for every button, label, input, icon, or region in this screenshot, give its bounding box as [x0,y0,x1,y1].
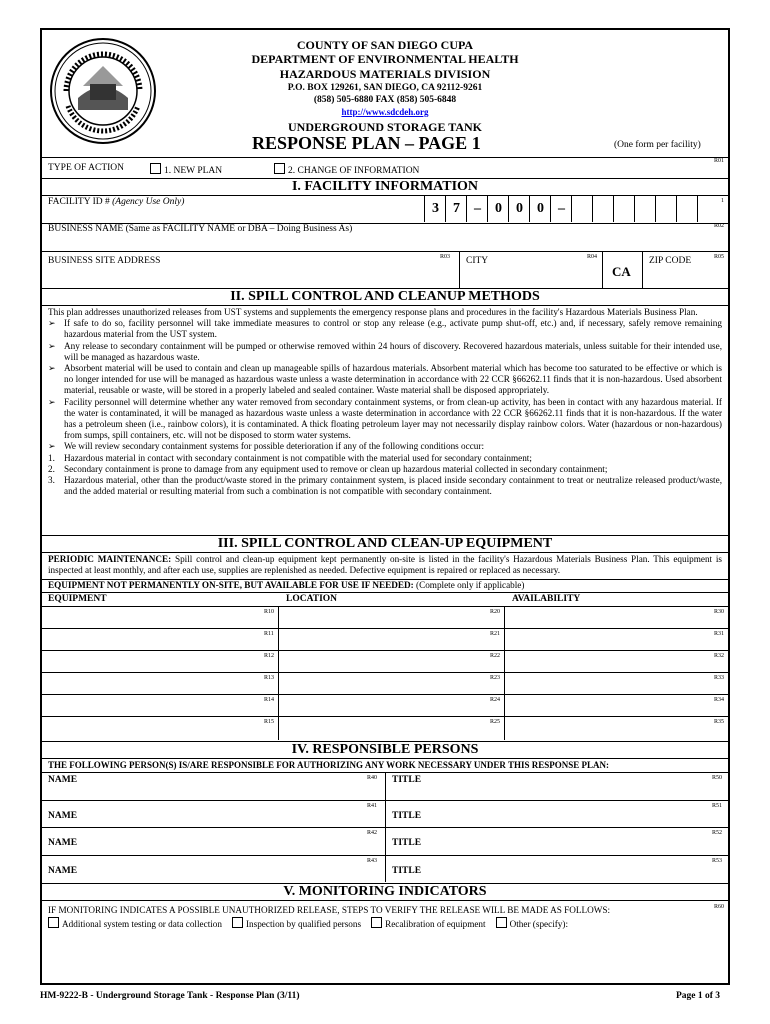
field-code: R25 [490,719,501,725]
equipment-row[interactable] [42,716,728,739]
condition-item: 3. Hazardous material, other than the product/waste stored in the primary containment system, is placed inside secondary containment to treat or neutralize released product/waste, and the added material or resulting material from such a combination is not compatible with secondary containment. [48,475,722,497]
zip-code-label: ZIP CODE [649,256,692,266]
equipment-row[interactable] [42,694,728,717]
qualified-inspection-option[interactable]: Inspection by qualified persons [232,919,361,929]
equipment-row[interactable] [42,672,728,695]
state-value: CA [612,264,631,279]
section-2-numbered [48,453,722,498]
division-name: HAZARDOUS MATERIALS DIVISION [279,67,491,81]
facility-id-digit[interactable] [676,196,698,222]
facility-id-digit[interactable] [613,196,635,222]
change-info-option[interactable]: 2. CHANGE OF INFORMATION [274,163,419,176]
field-code: R22 [490,653,501,659]
business-name-label: BUSINESS NAME (Same as FACILITY NAME or DBA – Doing Business As) [48,224,353,234]
site-address-code: R03 [440,254,451,260]
section-4-header: IV. RESPONSIBLE PERSONS [42,741,728,759]
field-code: R10 [264,609,275,615]
field-code: R21 [490,631,501,637]
section-1-header: I. FACILITY INFORMATION [42,178,728,196]
facility-id-digit[interactable] [571,196,593,222]
name-code: R43 [367,857,378,864]
arrow-bullet-icon: ➢ [48,318,56,329]
equipment-row[interactable] [42,628,728,651]
name-code: R40 [367,775,378,781]
name-code: R42 [367,830,378,836]
section-2-header: II. SPILL CONTROL AND CLEANUP METHODS [42,288,728,306]
name-label: NAME [48,865,78,876]
field-code: R13 [264,675,275,681]
spill-bullet: ➢ Any release to secondary containment will be pumped or otherwise removed within 24 hours of discovery. Recovered hazardous materials, unless suitable for their intended use, will be managed as hazardous waste. [48,340,722,362]
form-title: RESPONSE PLAN – PAGE 1 [252,133,481,153]
business-name-input[interactable] [42,236,728,250]
title-label: TITLE [392,810,422,821]
field-code: R31 [714,631,725,637]
city-label: CITY [466,256,489,266]
form-note: (One form per facility) [614,140,701,150]
city-code: R04 [587,254,598,260]
facility-id-label: FACILITY ID # (Agency Use Only) [48,197,185,207]
section-3-header: III. SPILL CONTROL AND CLEAN-UP EQUIPMENT [42,535,728,553]
additional-testing-option[interactable]: Additional system testing or data collection [48,919,222,929]
spill-bullet: ➢ Facility personnel will determine whether any water removed from secondary containment systems, or from clean-up activity, has been in contact with any hazardous material. If the water is contaminated, it will be managed as hazardous waste unless a waste determination in accordance with 22 CCR §66262.11 finds that it is non-hazardous. If the water has a petroleum sheen (i.e., rainbow colors), it is contaminated. A thick floating petroleum layer may not necessarily display rainbow colors. Water (hazardous or non-hazardous) from sumps, spill containers, etc. will not be disposed to storm water systems. [48,396,722,441]
footer-page-number: Page 1 of 3 [675,991,720,1001]
condition-item: 2. Secondary containment is prone to damage from any equipment used to remove or clean up hazardous material collected in secondary containment; [48,463,608,474]
site-address-label: BUSINESS SITE ADDRESS [48,256,161,266]
facility-id-digit[interactable]: 0 [529,196,551,222]
facility-id-digit[interactable]: – [466,196,488,222]
change-info-checkbox[interactable] [274,163,285,174]
field-code: R14 [264,697,275,703]
arrow-bullet-icon: ➢ [48,340,56,351]
name-label: NAME [48,775,78,785]
facility-id-digit[interactable]: 3 [424,196,446,222]
title-code: R51 [712,802,723,809]
response-plan-form [40,28,730,985]
new-plan-option[interactable]: 1. NEW PLAN [150,163,222,176]
arrow-bullet-icon: ➢ [48,441,56,452]
field-code: R12 [264,653,275,659]
spill-bullet: ➢ If safe to do so, facility personnel will take immediate measures to control or stop any release (e.g., activate pump shut-off, etc.) and, if necessary, safely remove remaining hazardous material from the UST system. [48,318,722,340]
checkbox[interactable] [496,917,507,928]
equipment-row[interactable] [42,606,728,629]
section-5-header: V. MONITORING INDICATORS [42,883,728,901]
monitoring-code: R60 [713,904,724,910]
mailing-address: P.O. BOX 129261, SAN DIEGO, CA 92112-9261 [287,83,483,93]
equipment-column-header: EQUIPMENT [48,594,107,604]
facility-id-field[interactable] [424,196,698,222]
field-code: R20 [490,609,501,615]
arrow-bullet-icon: ➢ [48,363,56,374]
section-2-bullets [48,318,722,452]
title-code: R52 [712,830,723,836]
facility-id-code: 1 [721,198,724,204]
zip-code-code: R05 [713,254,724,260]
checkbox[interactable] [48,917,59,928]
facility-id-digit[interactable]: 7 [445,196,467,222]
equipment-row[interactable] [42,650,728,673]
facility-id-digit[interactable] [592,196,614,222]
title-code: R50 [712,775,723,781]
field-code: R23 [490,675,501,681]
field-code: R15 [264,719,275,725]
not-permanent-label: EQUIPMENT NOT PERMANENTLY ON-SITE, BUT AVAILABLE FOR USE IF NEEDED: (Complete only if applicable) [48,580,525,590]
field-code: R34 [714,697,725,703]
action-code: R01 [713,158,724,164]
other-option[interactable]: Other (specify): [496,919,568,929]
facility-id-digit[interactable] [634,196,656,222]
name-code: R41 [367,802,378,809]
department-name: DEPARTMENT OF ENVIRONMENTAL HEALTH [251,52,519,66]
name-label: NAME [48,838,78,848]
periodic-maintenance-text: PERIODIC MAINTENANCE: Spill control and clean-up equipment kept permanently on-site is listed in the facility's Hazardous Materials Business Plan. This equipment is inspected at least monthly, and after each use, supplies are replenished as needed. Defective equipment is repaired or replaced as necessary. [48,554,722,576]
title-label: TITLE [392,838,422,848]
monitoring-options [48,917,578,929]
spill-bullet: ➢ Absorbent material will be used to contain and clean up manageable spills of hazardous materials. Absorbent material which has become too saturated to be effective or which is no longer intended for use will be managed as hazardous waste unless a waste determination in accordance with 22 CCR §66262.11 finds that it is non-hazardous. Used absorbent material, reusable or waste, will be stored in a properly labeled and sealed container. Waste material shall be disposed appropriately. [48,363,722,396]
county-name: COUNTY OF SAN DIEGO CUPA [296,38,474,52]
availability-column-header: AVAILABILITY [512,594,581,604]
responsible-intro: THE FOLLOWING PERSON(S) IS/ARE RESPONSIBLE FOR AUTHORIZING ANY WORK NECESSARY UNDER THIS RESPONSE PLAN: [48,760,610,770]
checkbox[interactable] [371,917,382,928]
name-label: NAME [48,810,78,821]
form-subtitle: UNDERGROUND STORAGE TANK [287,120,483,134]
facility-id-digit[interactable]: 0 [487,196,509,222]
monitoring-specify-input[interactable] [46,932,726,982]
recalibration-option[interactable]: Recalibration of equipment [371,919,486,929]
section-2-intro: This plan addresses unauthorized releases from UST systems and supplements the emergency response plans and procedures in the facility's Hazardous Materials Business Plan. [48,307,698,317]
footer-form-id: HM-9222-B - Underground Storage Tank - Response Plan (3/11) [40,991,300,1001]
new-plan-checkbox[interactable] [150,163,161,174]
arrow-bullet-icon: ➢ [48,396,56,407]
location-column-header: LOCATION [286,594,338,604]
title-label: TITLE [392,775,422,785]
field-code: R33 [714,675,725,681]
title-code: R53 [712,857,723,864]
spill-control-text [48,307,722,497]
field-code: R35 [714,719,725,725]
business-name-code: R02 [713,223,724,229]
phone-fax: (858) 505-6880 FAX (858) 505-6848 [313,95,457,105]
title-label: TITLE [392,865,422,876]
facility-id-digit[interactable]: – [550,196,572,222]
facility-id-digit[interactable] [655,196,677,222]
field-code: R32 [714,653,725,659]
equipment-table [42,606,728,740]
checkbox[interactable] [232,917,243,928]
field-code: R30 [714,609,725,615]
type-of-action-label: TYPE OF ACTION [48,163,125,173]
website-link[interactable]: http://www.sdcdeh.org [341,107,429,117]
monitoring-intro: IF MONITORING INDICATES A POSSIBLE UNAUTHORIZED RELEASE, STEPS TO VERIFY THE RELEASE WILL BE MADE AS FOLLOWS: [48,905,611,915]
facility-id-digit[interactable]: 0 [508,196,530,222]
condition-item: 1. Hazardous material in contact with secondary containment is not compatible with the material used for secondary containment; [48,452,532,463]
field-code: R11 [264,631,274,637]
spill-bullet: ➢ We will review secondary containment systems for possible deterioration if any of the following conditions occur: [48,441,484,452]
field-code: R24 [490,697,501,703]
